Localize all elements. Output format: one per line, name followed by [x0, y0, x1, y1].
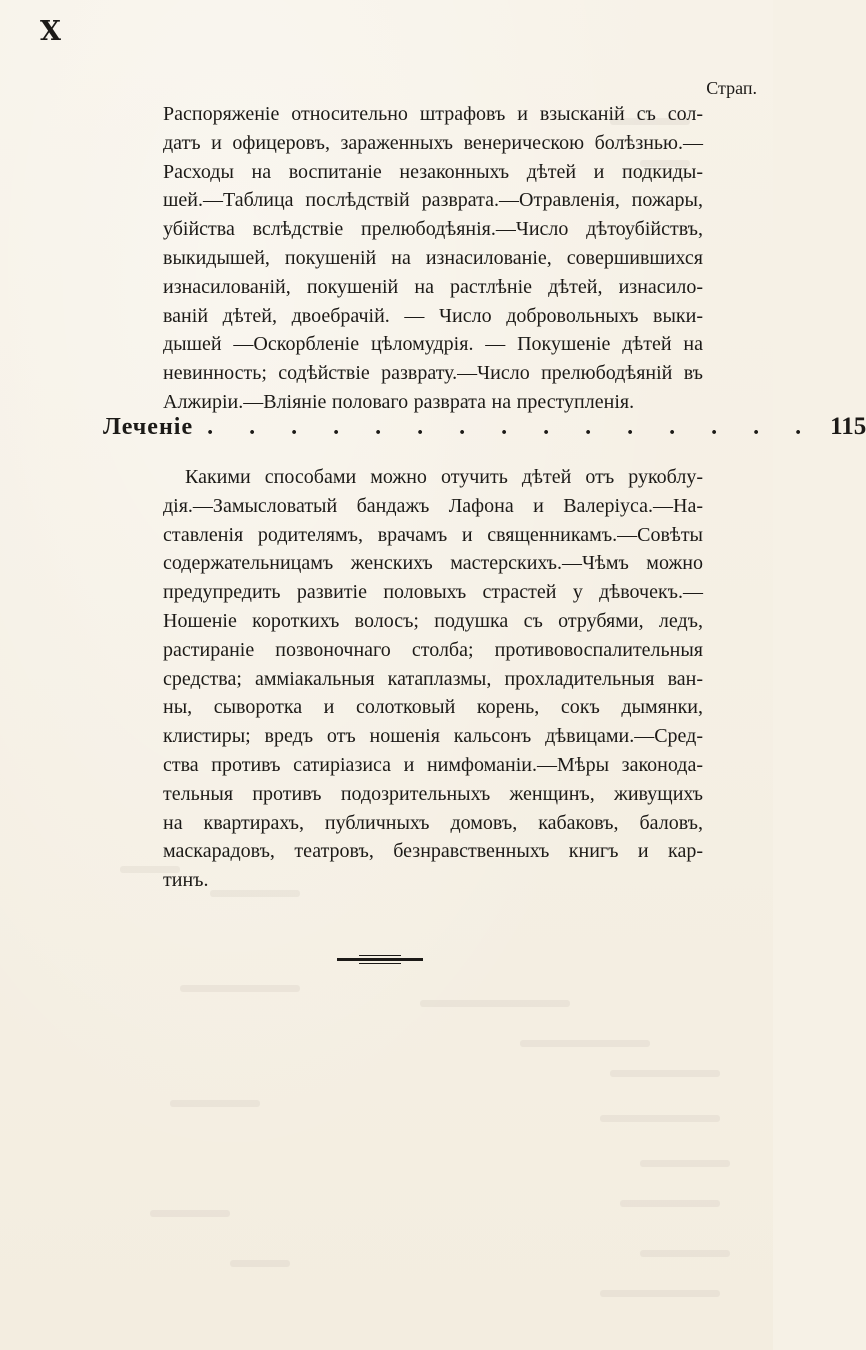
decorative-rule — [337, 958, 423, 961]
text-line: шей.—Таблица послѣдствій разврата.—Отравленія, пожары, — [163, 189, 703, 212]
section-page-number: 115 — [830, 413, 866, 440]
text-line: клистиры; вредъ отъ ношенія кальсонъ дѣвицами.—Сред- — [163, 725, 703, 748]
text-line: ны, сыворотка и солотковый корень, сокъ дымянки, — [163, 696, 703, 719]
text-line: датъ и офицеровъ, зараженныхъ венерическою болѣзнью.— — [163, 131, 703, 154]
text-line: выкидышей, покушеній на изнасилованіе, совершившихся — [163, 246, 703, 269]
toc-section-heading — [103, 413, 866, 447]
text-line: ваній дѣтей, двоебрачій. — Число добровольныхъ выки- — [163, 304, 703, 327]
text-line: Распоряженіе относительно штрафовъ и взысканій съ сол- — [163, 103, 703, 125]
text-line: Расходы на воспитаніе незаконныхъ дѣтей и подкиды- — [163, 160, 703, 183]
text-line: невинность; содѣйствіе разврату.—Число прелюбодѣяній въ — [163, 362, 703, 385]
text-line: ставленія родителямъ, врачамъ и священникамъ.—Совѣты — [163, 523, 703, 546]
text-line: растираніе позвоночнаго столба; противовоспалительныя — [163, 638, 703, 661]
text-line: Какими способами можно отучить дѣтей отъ рукоблу- — [185, 466, 703, 488]
dot-leader: . . . . . . . . . . . . . . . — [207, 414, 817, 440]
text-line: ства противъ сатиріазиса и нимфоманіи.—Мѣры законода- — [163, 753, 703, 776]
text-line: маскарадовъ, театровъ, безнравственныхъ книгъ и кар- — [163, 840, 703, 863]
text-line: предупредить развитіе половыхъ страстей у дѣвочекъ.— — [163, 581, 703, 604]
text-line: тельныя противъ подозрительныхъ женщинъ, живущихъ — [163, 782, 703, 805]
text-line: дія.—Замысловатый бандажъ Лафона и Валеріуса.—На- — [163, 494, 703, 517]
text-line: Ношеніе короткихъ волосъ; подушка съ отрубями, ледъ, — [163, 609, 703, 632]
text-line: содержательницамъ женскихъ мастерскихъ.—Чѣмъ можно — [163, 552, 703, 575]
text-line: средства; аммiакальныя катаплазмы, прохладительныя ван- — [163, 667, 703, 690]
text-line: тинъ. — [163, 869, 209, 892]
page-column-header: Страп. — [706, 78, 757, 98]
page-roman-numeral: X — [40, 16, 62, 47]
toc-entry-description — [163, 100, 703, 417]
section-title: Леченіе — [103, 414, 194, 440]
text-line: Алжиріи.—Вліяніе половаго разврата на преступленія. — [163, 390, 635, 413]
text-line: убійства вслѣдствіе прелюбодѣянія.—Число дѣтоубійствъ, — [163, 218, 703, 241]
text-line: изнасилованій, покушеній на растлѣніе дѣтей, изнасило- — [163, 275, 703, 298]
text-line: на квартирахъ, публичныхъ домовъ, кабаковъ, баловъ, — [163, 811, 703, 834]
text-line: дышей —Оскорбленіе цѣломудрія. — Покушеніе дѣтей на — [163, 333, 703, 356]
toc-section-description — [163, 463, 703, 895]
